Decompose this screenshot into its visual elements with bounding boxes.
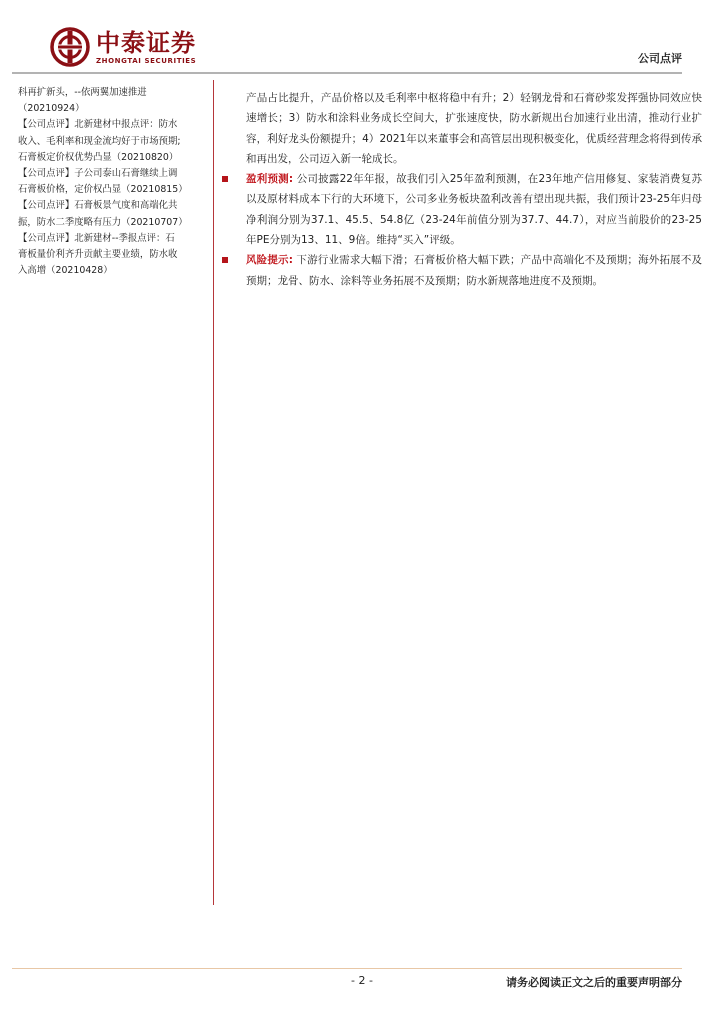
profit-forecast-paragraph — [246, 169, 702, 250]
related-report-line: （20210924） — [18, 103, 85, 115]
page-number: - 2 - — [351, 974, 373, 987]
related-report-line: 收入、毛利率和现金流均好于市场预期; — [18, 135, 181, 147]
risk-warning-text: 下游行业需求大幅下滑；石膏板价格大幅下跌；产品中高端化不及预期；海外拓展不及预期；龙骨、防水、涂料等业务拓展不及预期；防水新规落地进度不及预期。 — [246, 254, 703, 287]
risk-warning-heading: 风险提示: — [246, 254, 293, 267]
square-bullet-icon — [222, 257, 228, 263]
square-bullet-icon — [222, 176, 228, 182]
logo-name-cn: 中泰证券 — [96, 28, 196, 57]
document-type-label: 公司点评 — [638, 52, 682, 65]
report-body — [222, 88, 702, 291]
related-report-line: 【公司点评】北新建材--季报点评：石 — [18, 232, 175, 244]
profit-forecast-text: 公司披露22年年报，故我们引入25年盈利预测，在23年地产信用修复、家装消费复苏以及原材料成本下行的大环境下，公司多业务板块盈利改善有望出现共振，我们预计23-25年归母净利润分别为37.1、45.5、54.8亿（23-24年前值分别为37.7、44.7），对应当前股价的23-25年PE分别为13、11、9倍。维持“买入”评级。 — [246, 173, 703, 247]
header-divider — [12, 72, 682, 74]
company-logo — [50, 27, 196, 67]
logo-name-en: ZHONGTAI SECURITIES — [96, 56, 197, 65]
column-divider — [213, 80, 214, 905]
zhongtai-logo-icon — [50, 27, 90, 67]
risk-warning-paragraph — [246, 250, 702, 291]
profit-forecast-heading: 盈利预测: — [246, 173, 294, 186]
related-report-line: 振，防水二季度略有压力（20210707） — [18, 216, 188, 228]
related-report-line: 【公司点评】北新建材中报点评：防水 — [18, 119, 178, 131]
related-reports-list — [18, 85, 208, 279]
intro-paragraph: 产品占比提升，产品价格以及毛利率中枢将稳中有升；2）轻钢龙骨和石膏砂浆发挥强协同效应快速增长；3）防水和涂料业务成长空间大，扩张速度快，防水新规出台加速行业出清，推动行业扩容，利好龙头份额提升；4）2021年以来董事会和高管层出现积极变化，优质经营理念将得到传承和再出发，公司迈入新一轮成长。 — [246, 92, 702, 165]
related-report-line: 石膏板定价权优势凸显（20210820） — [18, 151, 179, 163]
related-report-line: 科再扩新头，--依两翼加速推进 — [18, 87, 147, 98]
disclaimer-note: 请务必阅读正文之后的重要声明部分 — [506, 976, 682, 989]
related-report-line: 【公司点评】石膏板景气度和高端化共 — [18, 200, 178, 212]
related-report-line: 膏板量价利齐升贡献主要业绩，防水收 — [18, 249, 178, 261]
related-report-line: 入高增（20210428） — [18, 265, 113, 277]
footer-divider — [12, 968, 682, 969]
related-report-line: 【公司点评】子公司泰山石膏继续上调 — [18, 168, 178, 180]
related-report-line: 石膏板价格，定价权凸显（20210815） — [18, 184, 188, 196]
